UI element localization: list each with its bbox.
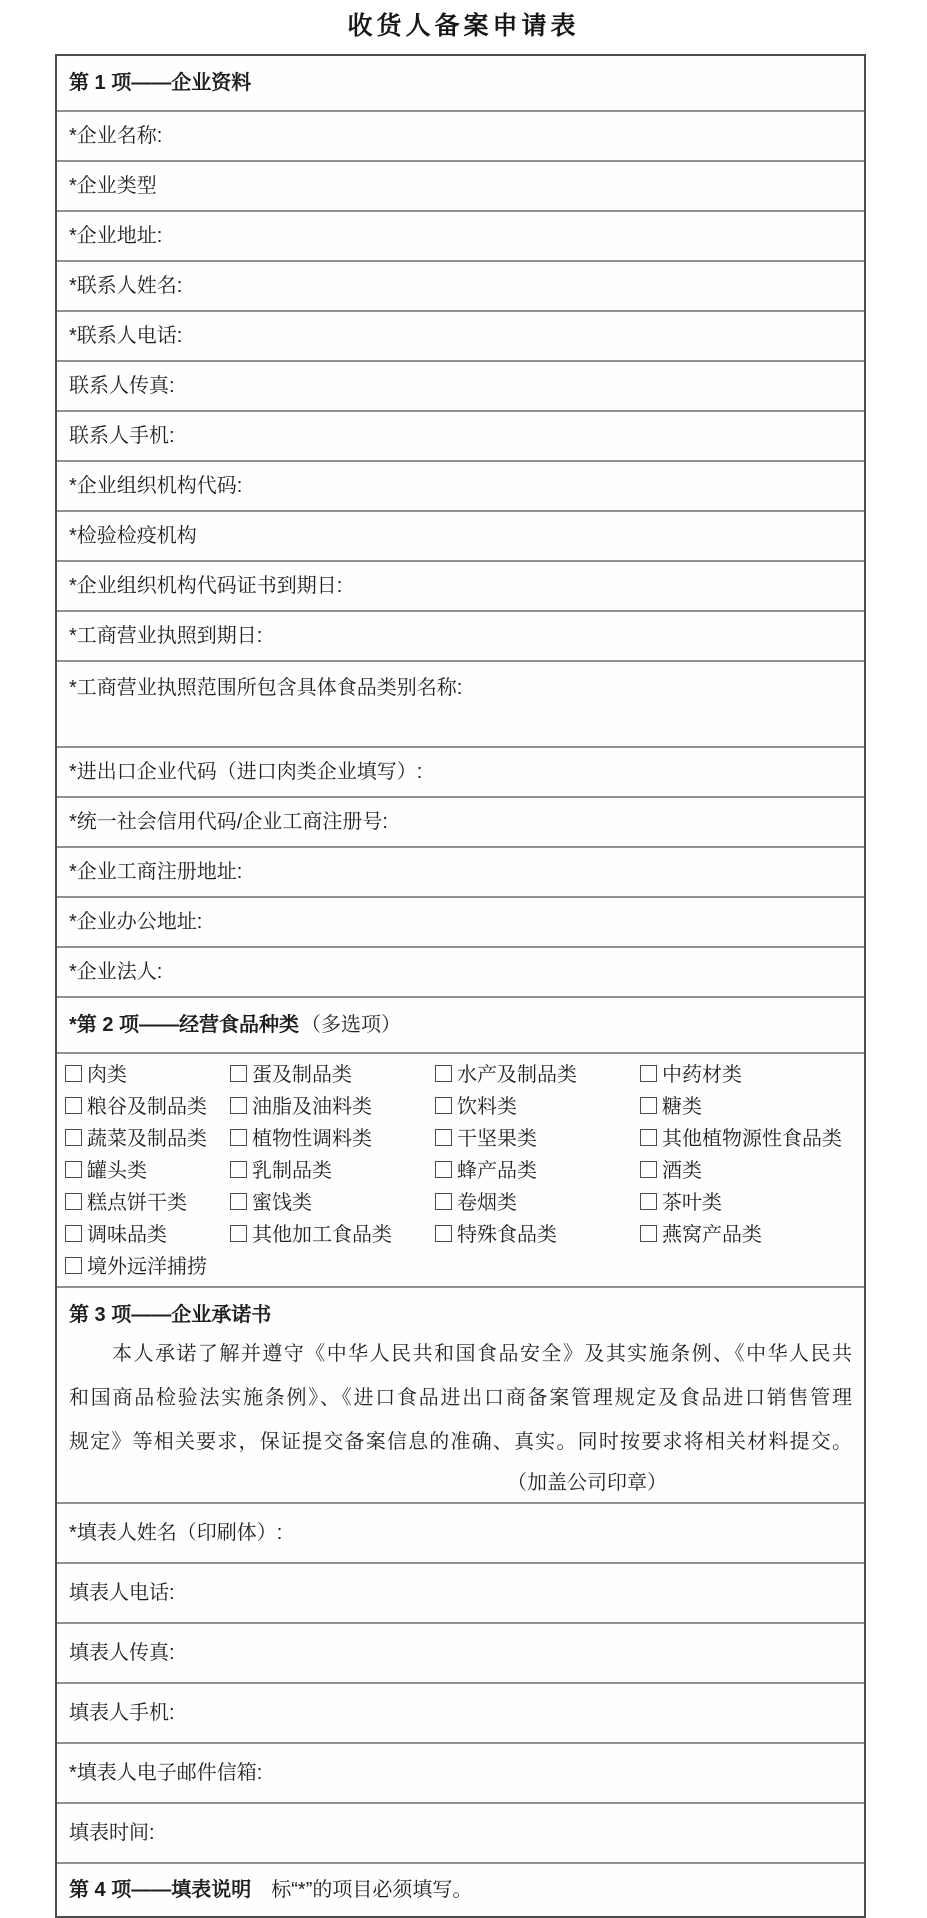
field-row [57, 748, 864, 798]
food-category-checkbox[interactable] [435, 1097, 452, 1114]
grid-spacer [435, 1251, 640, 1283]
field-label: *企业组织机构代码证书到期日: [69, 575, 343, 597]
company-seal-note: （加盖公司印章） [507, 1472, 667, 1494]
field-row [57, 362, 864, 412]
food-category-option [230, 1059, 435, 1091]
food-category-checkbox[interactable] [640, 1225, 657, 1242]
food-category-label: 乳制品类 [252, 1160, 332, 1182]
food-category-option [230, 1187, 435, 1219]
field-row [57, 1504, 864, 1564]
food-category-label: 蜜饯类 [252, 1192, 312, 1214]
grid-spacer [640, 1251, 856, 1283]
food-category-checkbox[interactable] [640, 1193, 657, 1210]
field-label: *联系人姓名: [69, 275, 183, 297]
section2-header-row [57, 998, 864, 1054]
field-label: 填表人传真: [69, 1642, 175, 1664]
field-row [57, 848, 864, 898]
food-category-checkbox[interactable] [230, 1129, 247, 1146]
field-row [57, 112, 864, 162]
food-category-label: 其他加工食品类 [252, 1224, 392, 1246]
section1-fields [57, 112, 864, 998]
food-category-option [640, 1187, 856, 1219]
food-category-label: 卷烟类 [457, 1192, 517, 1214]
field-label: *企业工商注册地址: [69, 861, 243, 883]
food-category-option [640, 1091, 856, 1123]
food-category-label: 肉类 [87, 1064, 127, 1086]
field-row [57, 1624, 864, 1684]
field-row [57, 412, 864, 462]
food-category-label: 植物性调料类 [252, 1128, 372, 1150]
field-row [57, 162, 864, 212]
field-label: *填表人电子邮件信箱: [69, 1762, 263, 1784]
food-category-checkbox[interactable] [435, 1161, 452, 1178]
food-category-label: 蛋及制品类 [252, 1064, 352, 1086]
food-category-checkbox[interactable] [435, 1225, 452, 1242]
food-category-checkbox[interactable] [435, 1193, 452, 1210]
field-label: 联系人手机: [69, 425, 175, 447]
field-row [57, 1684, 864, 1744]
section2-header: *第 2 项——经营食品种类 [69, 1014, 300, 1036]
field-row [57, 612, 864, 662]
field-label: *企业地址: [69, 225, 163, 247]
food-category-checkbox[interactable] [65, 1097, 82, 1114]
food-category-checkbox[interactable] [65, 1065, 82, 1082]
food-category-checkbox[interactable] [230, 1161, 247, 1178]
statement-line: 规定》等相关要求，保证提交备案信息的准确、真实。同时按要求将相关材料提交。 [69, 1431, 852, 1453]
field-label: *统一社会信用代码/企业工商注册号: [69, 811, 388, 833]
form-title: 收货人备案申请表 [347, 12, 580, 40]
food-category-option [640, 1059, 856, 1091]
form-table [55, 54, 866, 1918]
field-row [57, 462, 864, 512]
field-label: 填表时间: [69, 1822, 155, 1844]
field-label: *企业办公地址: [69, 911, 203, 933]
field-row [57, 562, 864, 612]
food-category-label: 蔬菜及制品类 [87, 1128, 207, 1150]
field-label: *工商营业执照到期日: [69, 625, 263, 647]
food-category-checkbox[interactable] [435, 1129, 452, 1146]
food-category-checkbox[interactable] [640, 1161, 657, 1178]
field-row [57, 798, 864, 848]
food-category-option [435, 1091, 640, 1123]
food-category-label: 糕点饼干类 [87, 1192, 187, 1214]
statement-line: 和国商品检验法实施条例》、《进口食品进出口商备案管理规定及食品进口销售管理 [69, 1387, 852, 1409]
field-label: *企业名称: [69, 125, 163, 147]
food-category-label: 粮谷及制品类 [87, 1096, 207, 1118]
field-row [57, 1564, 864, 1624]
food-category-option [65, 1187, 230, 1219]
field-row [57, 212, 864, 262]
food-category-option [230, 1155, 435, 1187]
food-category-label: 油脂及油料类 [252, 1096, 372, 1118]
section3-header: 第 3 项——企业承诺书 [69, 1304, 272, 1326]
field-row [57, 898, 864, 948]
food-category-checkbox[interactable] [230, 1193, 247, 1210]
field-row [57, 1804, 864, 1864]
food-category-option [640, 1123, 856, 1155]
food-category-option [65, 1251, 230, 1283]
food-category-checkbox[interactable] [640, 1097, 657, 1114]
food-category-option [230, 1219, 435, 1251]
food-category-label: 中药材类 [662, 1064, 742, 1086]
food-category-option [640, 1219, 856, 1251]
section4-header: 第 4 项——填表说明 [69, 1879, 252, 1901]
food-category-label: 酒类 [662, 1160, 702, 1182]
food-category-option [640, 1155, 856, 1187]
food-category-option [435, 1219, 640, 1251]
field-label: *填表人姓名（印刷体）: [69, 1522, 283, 1544]
food-category-checkbox[interactable] [65, 1161, 82, 1178]
food-category-checkbox[interactable] [435, 1065, 452, 1082]
food-category-option [435, 1155, 640, 1187]
field-label: 联系人传真: [69, 375, 175, 397]
statement-line: 本人承诺了解并遵守《中华人民共和国食品安全》及其实施条例、《中华人民共 [112, 1343, 852, 1365]
food-category-option [435, 1187, 640, 1219]
food-category-checkbox[interactable] [65, 1193, 82, 1210]
food-category-label: 干坚果类 [457, 1128, 537, 1150]
food-category-label: 其他植物源性食品类 [662, 1128, 842, 1150]
field-row [57, 948, 864, 998]
food-category-option [65, 1155, 230, 1187]
food-category-option [65, 1059, 230, 1091]
food-category-checkbox[interactable] [640, 1065, 657, 1082]
food-category-checkbox[interactable] [640, 1129, 657, 1146]
food-category-option [435, 1059, 640, 1091]
field-row [57, 262, 864, 312]
food-category-checkbox[interactable] [65, 1257, 82, 1274]
food-category-checkbox[interactable] [230, 1065, 247, 1082]
field-row [57, 312, 864, 362]
field-label: *联系人电话: [69, 325, 183, 347]
food-category-label: 茶叶类 [662, 1192, 722, 1214]
field-label: *企业类型 [69, 175, 157, 197]
field-label: *进出口企业代码（进口肉类企业填写）: [69, 761, 423, 783]
field-label: 填表人手机: [69, 1702, 175, 1724]
field-row [57, 662, 864, 748]
section2-header-note: （多选项） [301, 1014, 402, 1036]
food-category-label: 罐头类 [87, 1160, 147, 1182]
food-category-option [435, 1123, 640, 1155]
field-row [57, 1744, 864, 1804]
section1-header: 第 1 项——企业资料 [69, 72, 252, 94]
section3-block [57, 1288, 864, 1504]
food-category-label: 调味品类 [87, 1224, 167, 1246]
food-category-option [230, 1123, 435, 1155]
food-category-checkbox[interactable] [65, 1129, 82, 1146]
food-category-checkbox[interactable] [230, 1225, 247, 1242]
section4-note: 标“*”的项目必须填写。 [271, 1879, 473, 1901]
food-category-label: 燕窝产品类 [662, 1224, 762, 1246]
section1-header-row [57, 56, 864, 112]
grid-spacer [230, 1251, 435, 1283]
food-category-checkbox[interactable] [230, 1097, 247, 1114]
field-label: *检验检疫机构 [69, 525, 197, 547]
section4-row [57, 1864, 864, 1916]
field-label: *企业法人: [69, 961, 163, 983]
section3-fields [57, 1504, 864, 1864]
field-label: *企业组织机构代码: [69, 475, 243, 497]
food-category-option [65, 1219, 230, 1251]
field-row [57, 512, 864, 562]
food-category-grid [57, 1054, 864, 1288]
field-label: 填表人电话: [69, 1582, 175, 1604]
form-page [0, 6, 927, 1918]
food-category-label: 糖类 [662, 1096, 702, 1118]
food-category-option [65, 1123, 230, 1155]
food-category-option [230, 1091, 435, 1123]
food-category-label: 蜂产品类 [457, 1160, 537, 1182]
food-category-label: 境外远洋捕捞 [87, 1256, 207, 1278]
food-category-label: 饮料类 [457, 1096, 517, 1118]
food-category-checkbox[interactable] [65, 1225, 82, 1242]
food-category-label: 特殊食品类 [457, 1224, 557, 1246]
food-category-option [65, 1091, 230, 1123]
commitment-statement [69, 1332, 852, 1464]
field-label: *工商营业执照范围所包含具体食品类别名称: [69, 677, 463, 699]
food-category-label: 水产及制品类 [457, 1064, 577, 1086]
